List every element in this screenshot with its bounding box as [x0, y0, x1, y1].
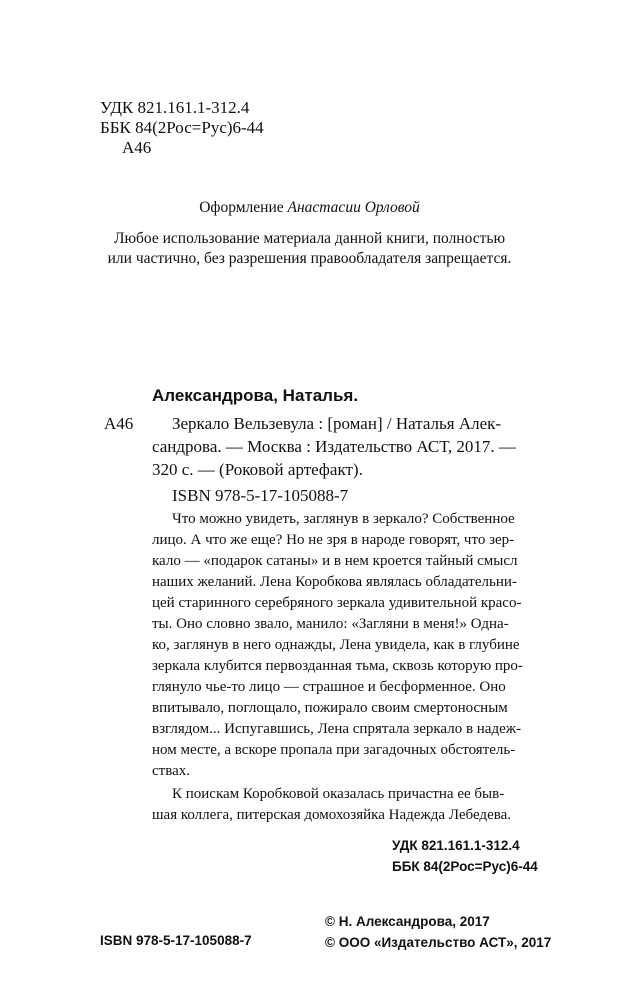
annotation-line: ствах. [152, 763, 191, 779]
catalog-isbn: ISBN 978-5-17-105088-7 [172, 486, 349, 505]
author-mark-top: А46 [122, 138, 152, 157]
copyright-publisher: © ООО «Издательство АСТ», 2017 [325, 935, 552, 950]
annotation-line: глянуло чье-то лицо — страшное и бесформенное. Оно [152, 679, 506, 695]
catalog-author: Александрова, Наталья. [152, 386, 359, 405]
annotation-line: ты. Оно словно звало, манило: «Загляни в меня!» Одна- [152, 616, 509, 632]
annotation-line: кало — «подарок сатаны» и в нем кроется тайный смысл [152, 553, 518, 569]
copyright-warning-line: Любое использование материала данной книги, полностью [113, 230, 506, 247]
udk-code-top: УДК 821.161.1-312.4 [100, 98, 250, 117]
copyright-warning-line: или частично, без разрешения правообладателя запрещается. [107, 250, 512, 267]
copyright-warning [0, 229, 619, 269]
design-credit-label: Оформление [199, 199, 284, 216]
design-credit-name: Анастасии Орловой [287, 199, 420, 216]
design-credit [0, 199, 619, 217]
annotation-line: цей старинного серебряного зеркала удивительной красо- [152, 595, 522, 611]
copyright-author: © Н. Александрова, 2017 [325, 914, 490, 929]
annotation-line: ном месте, а вскоре пропала при загадочных обстоятель- [152, 742, 516, 758]
bbk-code-top: ББК 84(2Рос=Рус)6-44 [100, 118, 264, 137]
annotation-line: зеркала клубится первозданная тьма, сквозь которую про- [152, 658, 523, 674]
footer-isbn: ISBN 978-5-17-105088-7 [100, 933, 252, 948]
udk-code-bottom: УДК 821.161.1-312.4 [392, 838, 520, 853]
annotation-line: Что можно увидеть, заглянув в зеркало? Собственное [172, 511, 515, 527]
bibliographic-line: Зеркало Вельзевула : [роман] / Наталья Алек- [172, 414, 502, 433]
annotation-line: впитывало, поглощало, пожирало своим смертоносным [152, 700, 508, 716]
catalog-author-mark: А46 [104, 414, 134, 433]
annotation-line: ко, заглянув в него однажды, Лена увидела, как в глубине [152, 637, 520, 653]
annotation-line: шая коллега, питерская домохозяйка Надежда Лебедева. [152, 807, 512, 823]
annotation-line: наших желаний. Лена Коробкова являлась обладательни- [152, 574, 517, 590]
bbk-code-bottom: ББК 84(2Рос=Рус)6-44 [392, 859, 538, 874]
annotation-line: лицо. А что же еще? Но не зря в народе говорят, что зер- [152, 532, 515, 548]
bibliographic-line: сандрова. — Москва : Издательство АСТ, 2017. — [152, 437, 516, 456]
annotation-line: взглядом... Испугавшись, Лена спрятала зеркало в надеж- [152, 721, 522, 737]
annotation-line: К поискам Коробковой оказалась причастна ее быв- [172, 786, 505, 802]
bibliographic-line: 320 с. — (Роковой артефакт). [152, 460, 363, 479]
